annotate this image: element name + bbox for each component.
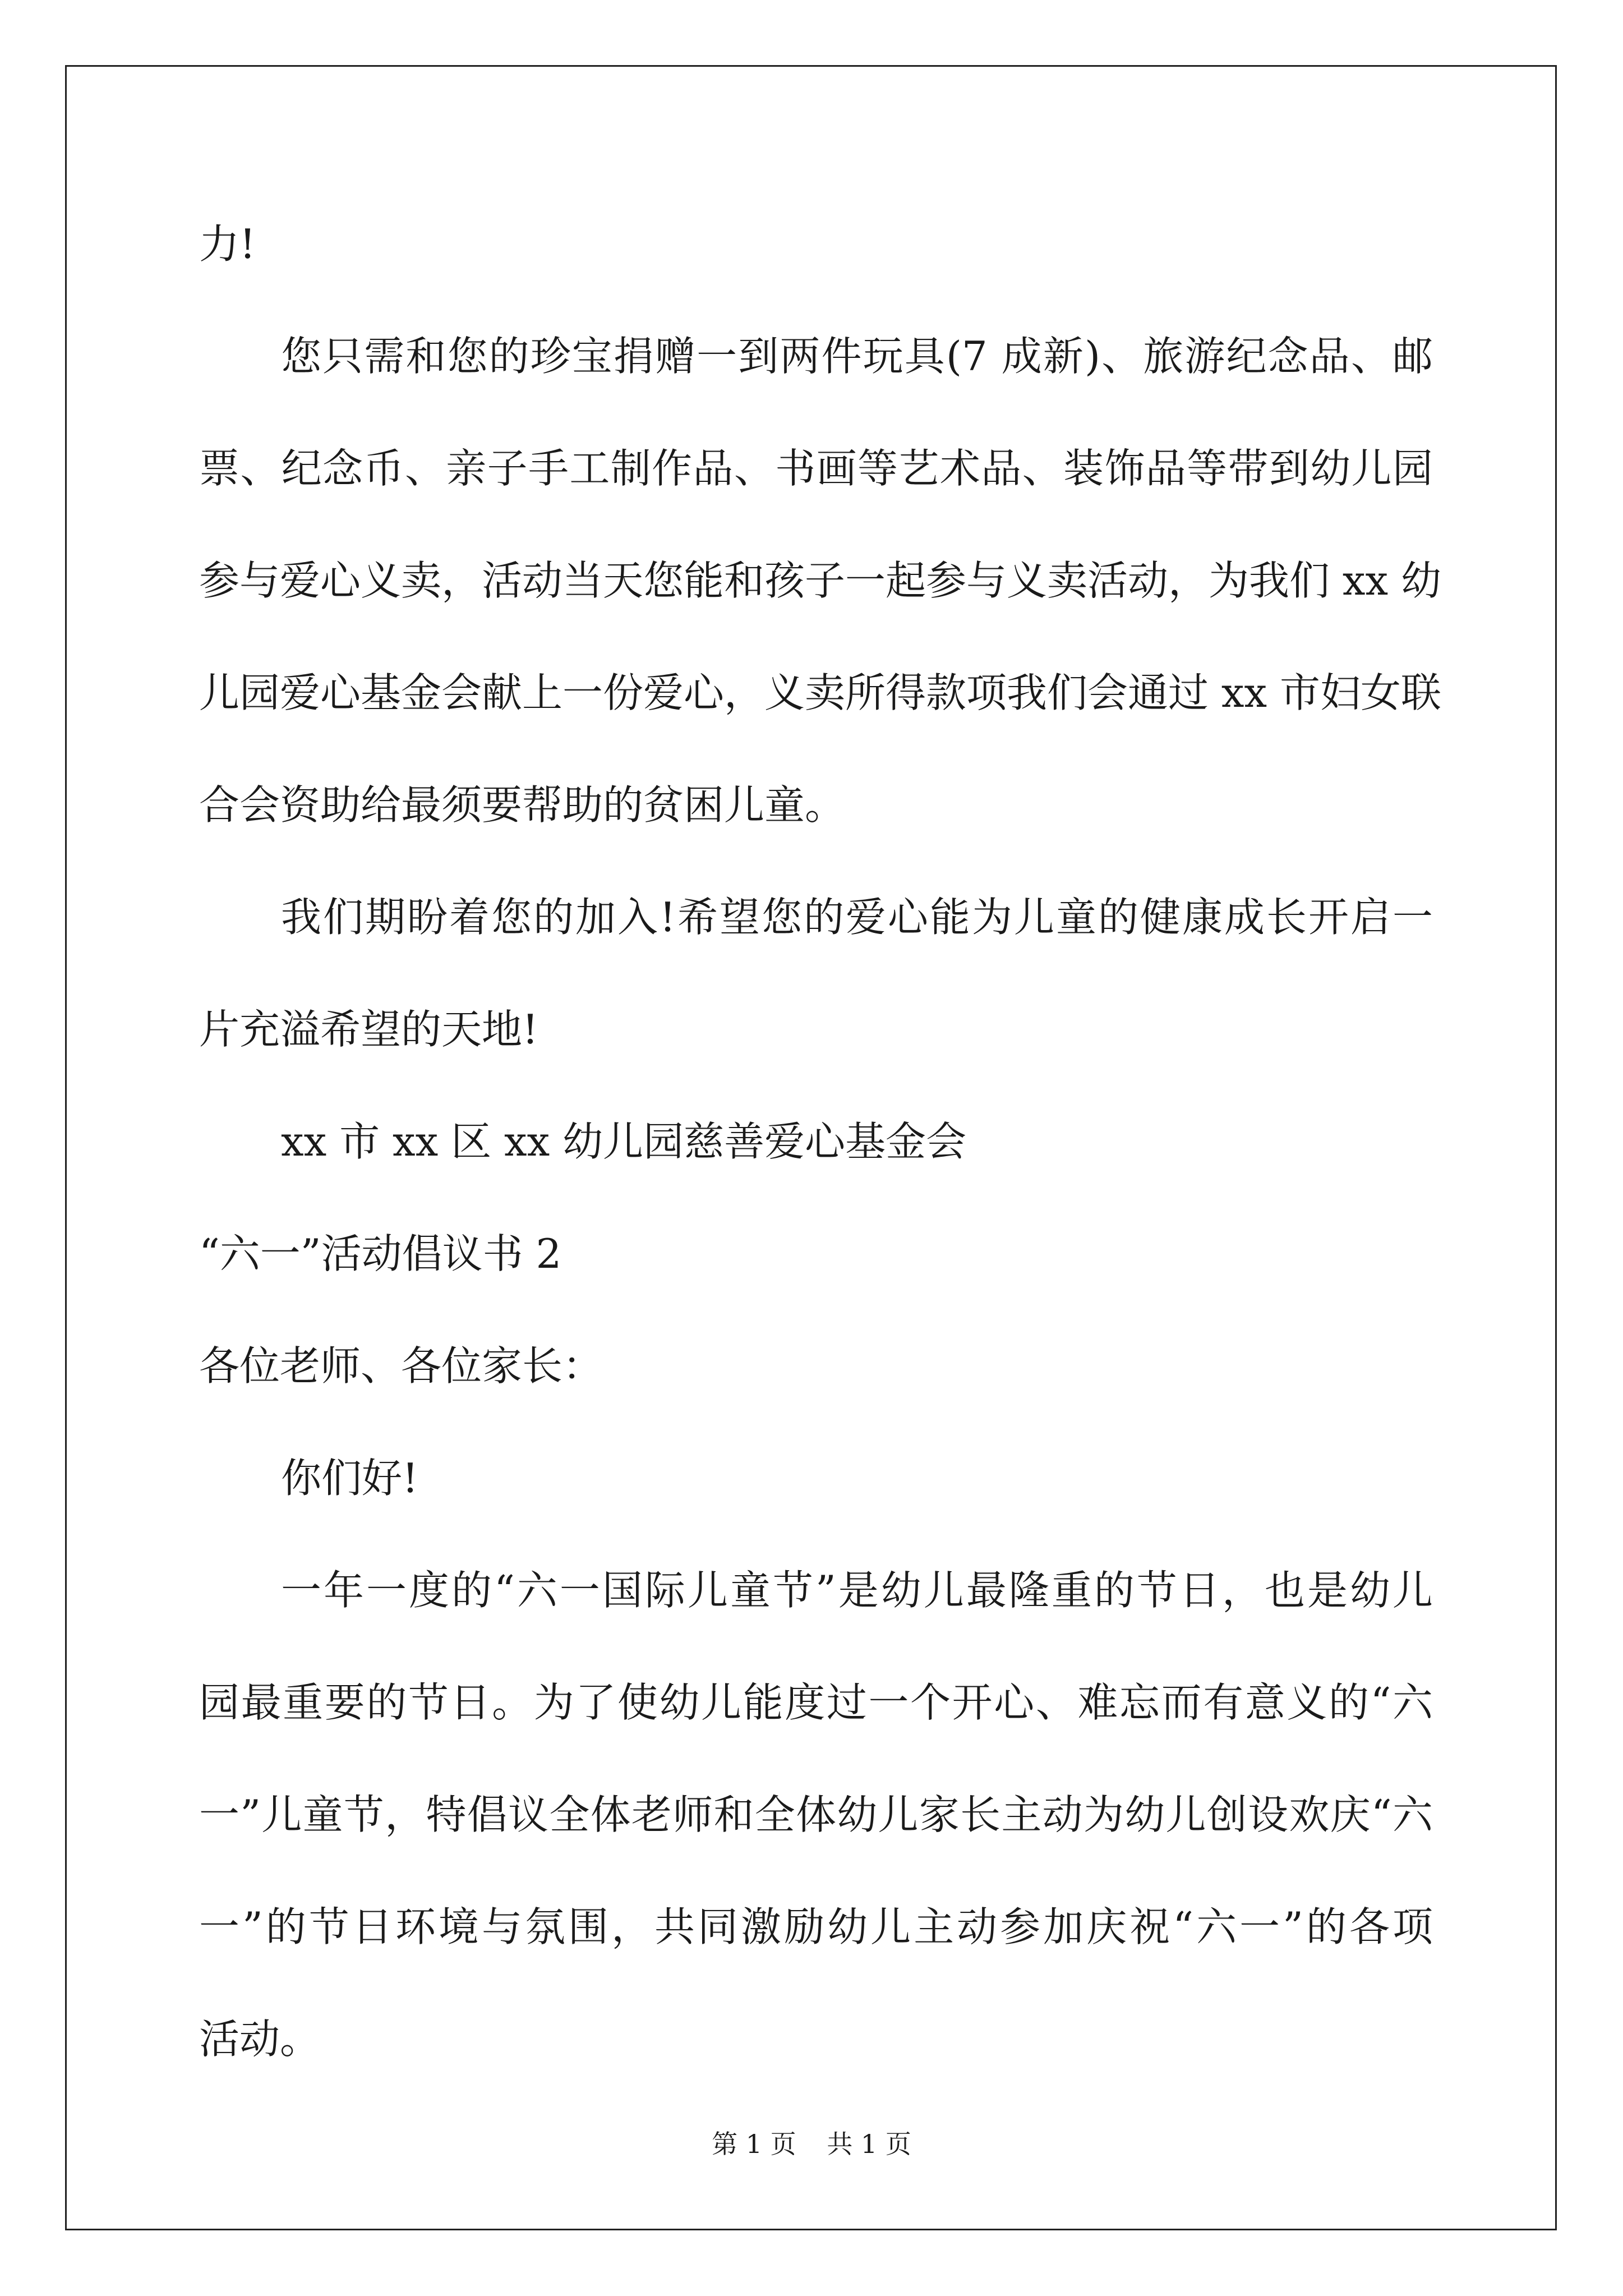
- page-footer: [0, 2127, 1623, 2161]
- greeting: 你们好!: [281, 1455, 418, 1502]
- page-number: 第 1 页: [712, 2129, 796, 2159]
- paragraph-line: 一年一度的“六一国际儿童节”是幼儿最隆重的节日，也是幼儿: [281, 1567, 1433, 1614]
- paragraph-line: 您只需和您的珍宝捐赠一到两件玩具(7 成新)、旅游纪念品、邮: [281, 333, 1433, 380]
- paragraph-line: 票、纪念币、亲子手工制作品、书画等艺术品、装饰品等带到幼儿园: [199, 445, 1433, 492]
- paragraph-line: 力!: [199, 220, 256, 268]
- paragraph-line: 合会资助给最须要帮助的贫困儿童。: [199, 781, 846, 829]
- paragraph-line: 片充溢希望的天地!: [199, 1006, 538, 1053]
- paragraph-line: 园最重要的节日。为了使幼儿能度过一个开心、难忘而有意义的“六: [199, 1679, 1433, 1726]
- signature-line: xx 市 xx 区 xx 幼儿园慈善爱心基金会: [281, 1118, 967, 1165]
- paragraph-line: 参与爱心义卖，活动当天您能和孩子一起参与义卖活动，为我们 xx 幼: [199, 557, 1441, 604]
- paragraph-line: 我们期盼着您的加入!希望您的爱心能为儿童的健康成长开启一: [281, 894, 1433, 941]
- section-heading: “六一”活动倡议书 2: [199, 1230, 562, 1277]
- paragraph-line: 儿园爱心基金会献上一份爱心，义卖所得款项我们会通过 xx 市妇女联: [199, 669, 1441, 716]
- paragraph-line: 一”儿童节，特倡议全体老师和全体幼儿家长主动为幼儿创设欢庆“六: [199, 1791, 1433, 1838]
- salutation: 各位老师、各位家长：: [199, 1342, 603, 1389]
- paragraph-line: 一”的节日环境与氛围，共同激励幼儿主动参加庆祝“六一”的各项: [199, 1903, 1433, 1950]
- page-total: 共 1 页: [827, 2129, 911, 2159]
- paragraph-line: 活动。: [199, 2016, 321, 2063]
